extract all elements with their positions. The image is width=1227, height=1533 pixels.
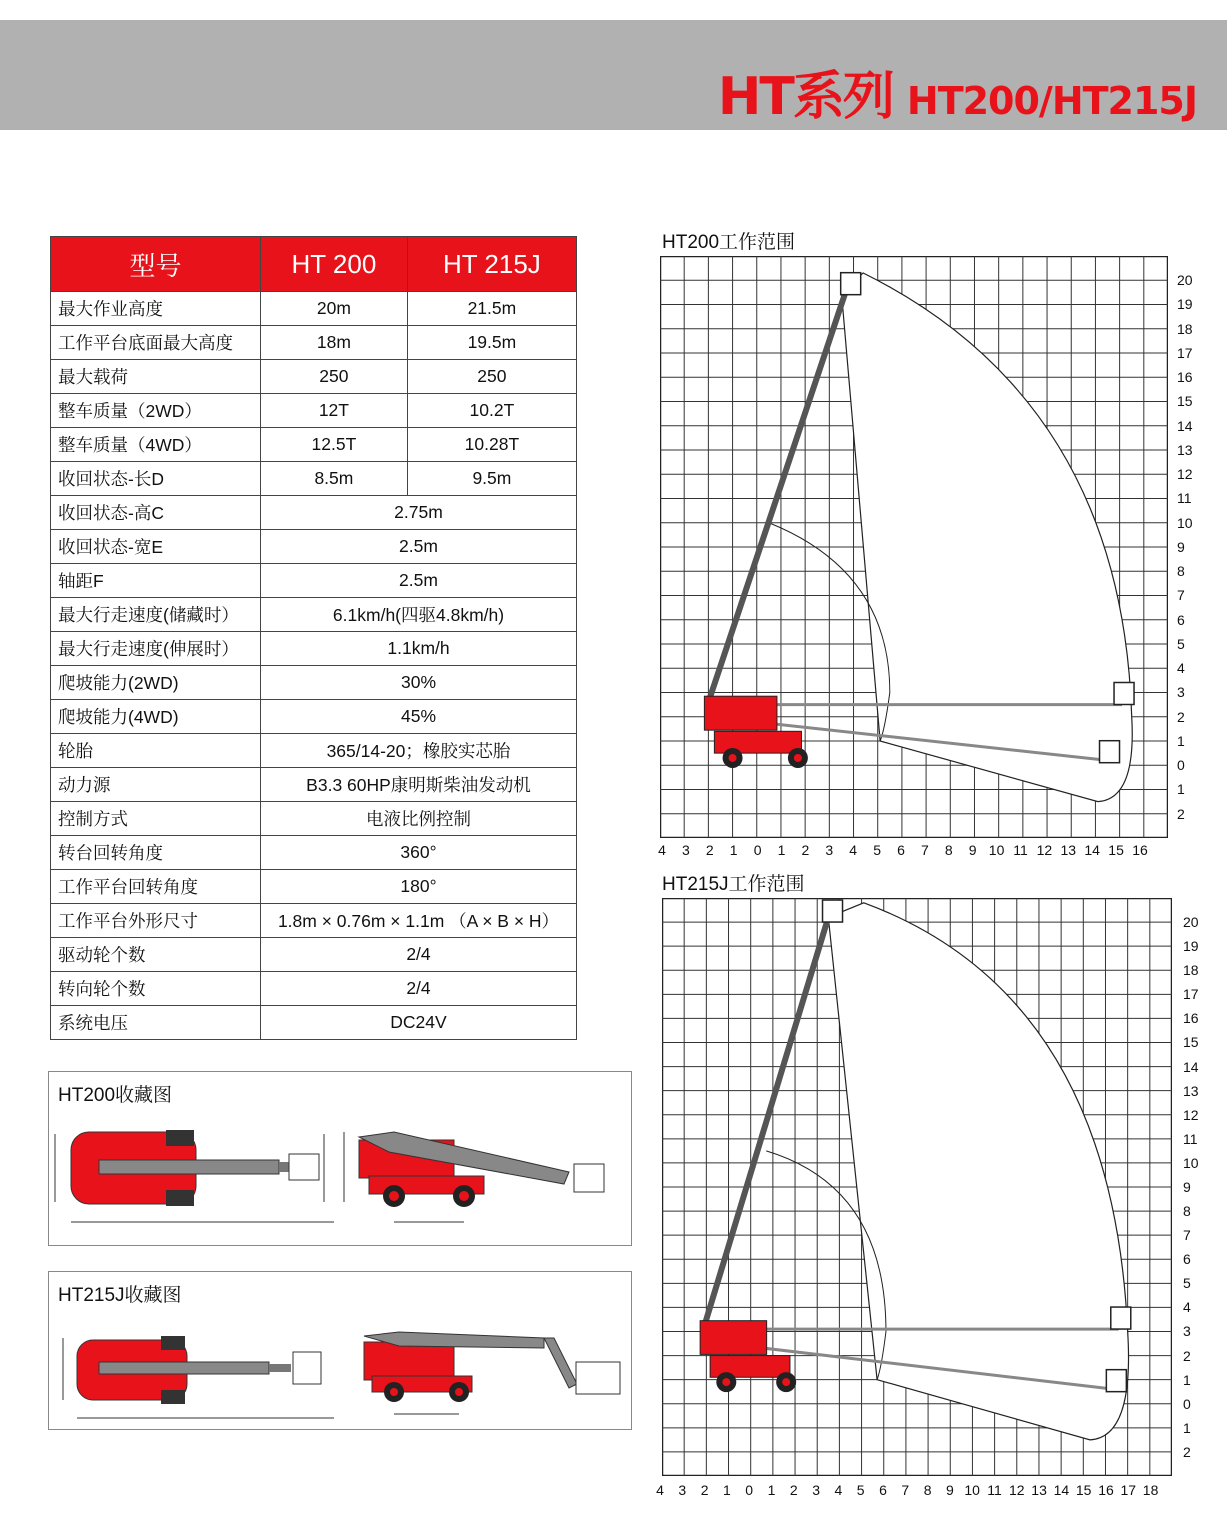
spec-label: 工作平台底面最大高度 [51, 326, 261, 360]
spec-value-shared: 2.75m [261, 496, 577, 530]
y-tick-label: 14 [1177, 417, 1193, 434]
platform-top [823, 900, 843, 922]
spec-value-ht200: 18m [261, 326, 408, 360]
spec-value-shared: 365/14-20；橡胶实芯胎 [261, 734, 577, 768]
spec-body [51, 292, 577, 1040]
spec-value-ht200: 250 [261, 360, 408, 394]
y-tick-label: 4 [1177, 660, 1185, 676]
header-bar [0, 20, 1227, 130]
x-tick-label: 18 [1142, 1482, 1159, 1498]
y-tick-label: 15 [1177, 393, 1193, 410]
spec-value-ht215j: 10.28T [407, 428, 576, 462]
x-tick-label: 14 [1084, 842, 1100, 858]
spec-row [51, 938, 577, 972]
x-tick-label: 0 [753, 842, 762, 858]
y-tick-label: 9 [1177, 538, 1185, 555]
y-tick-label: 7 [1183, 1227, 1191, 1244]
x-tick-label: 3 [825, 842, 834, 858]
x-tick-label: 2 [705, 842, 714, 858]
machine-body [700, 1321, 767, 1355]
y-tick-label: 2 [1183, 1347, 1191, 1364]
y-tick-label: 2 [1177, 708, 1185, 725]
spec-row [51, 870, 577, 904]
y-tick-label: 15 [1183, 1034, 1199, 1051]
spec-row [51, 428, 577, 462]
spec-row [51, 972, 577, 1006]
y-tick-label: 5 [1177, 635, 1185, 652]
spec-label: 动力源 [51, 768, 261, 802]
y-tick-label: 11 [1183, 1130, 1198, 1147]
ht215j-top-view [63, 1336, 334, 1418]
spec-label: 工作平台回转角度 [51, 870, 261, 904]
spec-value-shared: 2/4 [261, 972, 577, 1006]
y-tick-label: 8 [1177, 563, 1185, 579]
spec-label: 系统电压 [51, 1006, 261, 1040]
spec-label: 收回状态-宽E [51, 530, 261, 564]
x-tick-label: 7 [901, 1482, 910, 1498]
spec-value-shared: 180° [261, 870, 577, 904]
spec-row [51, 666, 577, 700]
spec-value-ht215j: 9.5m [407, 462, 576, 496]
platform-low [1106, 1370, 1126, 1392]
y-tick-label: 6 [1183, 1251, 1191, 1268]
y-tick-label: 0 [1177, 757, 1185, 773]
series-title: HT系列 [717, 67, 893, 127]
x-tick-label: 10 [964, 1482, 980, 1498]
y-tick-label: 14 [1183, 1058, 1199, 1075]
y-tick-label: 1 [1183, 1419, 1191, 1436]
x-tick-label: 12 [1009, 1482, 1025, 1498]
x-tick-label: 2 [801, 842, 810, 858]
spec-value-ht200: 12T [261, 394, 408, 428]
x-tick-label: 4 [849, 842, 858, 858]
spec-label: 轴距F [51, 564, 261, 598]
y-tick-label: 10 [1183, 1154, 1199, 1171]
spec-value-ht215j: 19.5m [407, 326, 576, 360]
spec-row [51, 734, 577, 768]
spec-row [51, 598, 577, 632]
ht200-range-grid [660, 256, 1168, 838]
x-tick-label: 5 [856, 1482, 865, 1498]
spec-label: 控制方式 [51, 802, 261, 836]
wheel-hub [794, 754, 802, 762]
header-ht200: HT 200 [261, 237, 408, 292]
x-tick-label: 4 [656, 1482, 664, 1498]
x-tick-label: 8 [944, 842, 953, 858]
spec-label: 爬坡能力(4WD) [51, 700, 261, 734]
spec-value-ht200: 20m [261, 292, 408, 326]
spec-value-shared: 电液比例控制 [261, 802, 577, 836]
y-tick-label: 2 [1177, 805, 1185, 822]
y-tick-label: 1 [1177, 781, 1185, 798]
x-tick-label: 9 [945, 1482, 954, 1498]
spec-value-shared: B3.3 60HP康明斯柴油发动机 [261, 768, 577, 802]
y-tick-label: 3 [1183, 1323, 1191, 1340]
y-tick-label: 12 [1177, 466, 1193, 482]
ht215j-stowed-drawing [49, 1272, 631, 1429]
y-tick-label: 19 [1183, 938, 1199, 955]
y-tick-label: 9 [1183, 1178, 1191, 1195]
ht200-side-view [344, 1132, 604, 1222]
y-tick-label: 18 [1183, 962, 1199, 979]
spec-row [51, 564, 577, 598]
spec-row [51, 462, 577, 496]
y-tick-label: 18 [1177, 320, 1193, 337]
spec-value-shared: DC24V [261, 1006, 577, 1040]
machine-body [704, 696, 777, 730]
x-tick-label: 16 [1098, 1482, 1114, 1498]
x-tick-label: 13 [1031, 1482, 1047, 1498]
y-tick-label: 6 [1177, 611, 1185, 628]
spec-label: 收回状态-高C [51, 496, 261, 530]
spec-row [51, 394, 577, 428]
spec-row [51, 802, 577, 836]
x-tick-label: 7 [920, 842, 929, 858]
x-tick-label: 1 [729, 842, 738, 858]
ht200-stowed-title: HT200收藏图 [58, 1085, 173, 1106]
spec-header-row [51, 237, 577, 292]
x-tick-label: 3 [812, 1482, 820, 1498]
x-tick-label: 14 [1053, 1482, 1070, 1498]
ht215j-side-view [364, 1332, 620, 1414]
x-tick-label: 11 [987, 1482, 1002, 1498]
y-tick-label: 13 [1177, 441, 1193, 458]
spec-value-shared: 6.1km/h(四驱4.8km/h) [261, 598, 577, 632]
spec-row [51, 904, 577, 938]
x-tick-label: 8 [923, 1482, 932, 1498]
x-tick-label: 1 [777, 842, 786, 858]
models-title: HT200/HT215J [906, 79, 1197, 123]
spec-row [51, 360, 577, 394]
y-tick-label: 17 [1183, 986, 1199, 1003]
wheel-hub [782, 1378, 790, 1386]
wheel-hub [722, 1378, 730, 1386]
spec-row [51, 292, 577, 326]
ht215j-stowed-title: HT215J收藏图 [58, 1285, 182, 1306]
x-tick-label: 15 [1075, 1482, 1092, 1498]
spec-value-shared: 1.8m × 0.76m × 1.1m （A × B × H） [261, 904, 577, 938]
y-tick-label: 19 [1177, 296, 1193, 313]
x-tick-label: 15 [1108, 842, 1124, 858]
spec-row [51, 836, 577, 870]
x-tick-label: 16 [1132, 842, 1148, 858]
x-tick-label: 2 [789, 1482, 798, 1498]
spec-label: 整车质量（4WD） [51, 428, 261, 462]
spec-value-shared: 45% [261, 700, 577, 734]
spec-value-shared: 1.1km/h [261, 632, 577, 666]
spec-value-shared: 360° [261, 836, 577, 870]
y-tick-label: 16 [1177, 369, 1193, 385]
ht200-range-title: HT200工作范围 [662, 232, 796, 253]
y-tick-label: 2 [1183, 1443, 1191, 1460]
ht200-top-view [55, 1130, 334, 1222]
y-tick-label: 11 [1177, 490, 1192, 507]
x-tick-label: 2 [700, 1482, 709, 1498]
x-tick-label: 5 [873, 842, 881, 858]
header-ht215j: HT 215J [407, 237, 576, 292]
y-tick-label: 13 [1183, 1082, 1199, 1099]
spec-value-shared: 2.5m [261, 564, 577, 598]
spec-value-ht215j: 10.2T [407, 394, 576, 428]
ht200-stowed-panel [48, 1071, 632, 1246]
spec-table [50, 236, 577, 1040]
y-tick-label: 20 [1177, 272, 1193, 288]
x-tick-label: 17 [1120, 1482, 1137, 1498]
x-tick-label: 11 [1013, 842, 1028, 858]
x-tick-label: 3 [678, 1482, 687, 1498]
spec-label: 最大行走速度(伸展时） [51, 632, 261, 666]
x-tick-label: 6 [879, 1482, 887, 1498]
spec-label: 转台回转角度 [51, 836, 261, 870]
spec-row [51, 1006, 577, 1040]
spec-label: 工作平台外形尺寸 [51, 904, 261, 938]
platform-low [1100, 741, 1120, 763]
ht215j-range-title: HT215J工作范围 [662, 874, 805, 895]
y-tick-label: 0 [1183, 1395, 1191, 1412]
x-tick-label: 1 [722, 1482, 731, 1498]
spec-label: 最大作业高度 [51, 292, 261, 326]
x-tick-label: 6 [897, 842, 905, 858]
y-tick-label: 17 [1177, 344, 1193, 361]
platform-horizontal [1114, 683, 1134, 705]
wheel-hub [729, 754, 737, 762]
ht215j-range-grid [662, 898, 1172, 1476]
spec-value-shared: 30% [261, 666, 577, 700]
x-tick-label: 4 [834, 1482, 843, 1498]
y-tick-label: 7 [1177, 587, 1185, 604]
x-tick-label: 12 [1036, 842, 1053, 858]
x-tick-label: 13 [1060, 842, 1077, 858]
spec-label: 收回状态-长D [51, 462, 261, 496]
spec-value-shared: 2/4 [261, 938, 577, 972]
y-tick-label: 5 [1183, 1275, 1191, 1292]
spec-label: 最大载荷 [51, 360, 261, 394]
x-tick-label: 9 [968, 842, 977, 858]
spec-row [51, 530, 577, 564]
y-tick-label: 16 [1183, 1010, 1199, 1027]
spec-label: 转向轮个数 [51, 972, 261, 1006]
brand-title [718, 54, 1197, 129]
spec-label: 最大行走速度(储藏时） [51, 598, 261, 632]
spec-row [51, 700, 577, 734]
x-tick-label: 3 [681, 842, 690, 858]
x-tick-label: 4 [658, 842, 666, 858]
y-tick-label: 1 [1183, 1371, 1191, 1388]
y-tick-label: 4 [1183, 1299, 1191, 1316]
spec-label: 爬坡能力(2WD) [51, 666, 261, 700]
y-tick-label: 12 [1183, 1106, 1199, 1123]
spec-row [51, 632, 577, 666]
header-model: 型号 [51, 237, 261, 292]
spec-value-shared: 2.5m [261, 530, 577, 564]
x-tick-label: 10 [988, 842, 1005, 858]
spec-label: 整车质量（2WD） [51, 394, 261, 428]
ht215j-stowed-panel [48, 1271, 632, 1430]
spec-row [51, 768, 577, 802]
spec-value-ht200: 8.5m [261, 462, 408, 496]
y-tick-label: 10 [1177, 514, 1193, 531]
spec-value-ht215j: 21.5m [407, 292, 576, 326]
y-tick-label: 3 [1177, 684, 1185, 701]
spec-row [51, 326, 577, 360]
ht200-stowed-drawing [49, 1072, 631, 1245]
y-tick-label: 20 [1183, 914, 1199, 930]
spec-value-ht200: 12.5T [261, 428, 408, 462]
spec-value-ht215j: 250 [407, 360, 576, 394]
y-tick-label: 1 [1177, 732, 1185, 749]
x-tick-label: 1 [767, 1482, 776, 1498]
y-tick-label: 8 [1183, 1203, 1191, 1219]
spec-row [51, 496, 577, 530]
platform-top [841, 273, 861, 295]
platform-horizontal [1111, 1307, 1131, 1329]
spec-label: 驱动轮个数 [51, 938, 261, 972]
spec-label: 轮胎 [51, 734, 261, 768]
x-tick-label: 0 [745, 1482, 754, 1498]
